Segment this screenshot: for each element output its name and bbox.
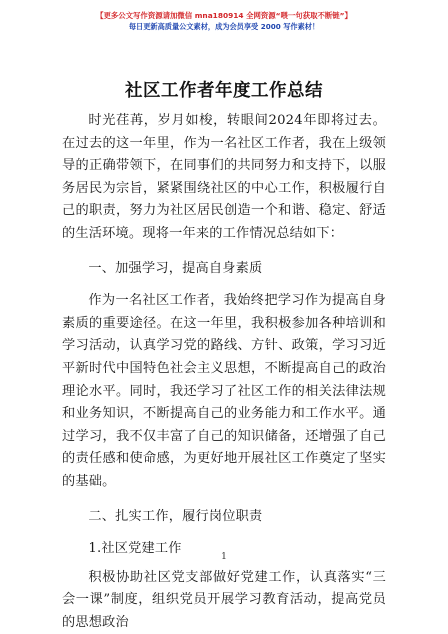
section-2-subheading-1: 1.社区党建工作 — [88, 541, 182, 557]
intro-paragraph: 时光荏苒，岁月如梭，转眼间2024年即将过去。在过去的这一年里，作为一名社区工作者，我在上级领导的正确带领下，在同事们的共同努力和支持下，以服务居民为宗旨，紧紧围绕社区的中心工作，积极履行自己的职责，努力为社区居民创造一个和谐、稳定、舒适的生活环境。现将一年来的工作情况总结如下： — [62, 113, 386, 241]
section-1-paragraph: 作为一名社区工作者，我始终把学习作为提高自身素质的重要途径。在这一年里，我积极参加各种培训和学习活动，认真学习党的路线、方针、政策，学习习近平新时代中国特色社会主义思想，不断提高自己的政治理论水平。同时，我还学习了社区工作的相关法律法规和业务知识，不断提高自己的业务能力和工作水平。通过学习，我不仅丰富了自己的知识储备，还增强了自己的责任感和使命感，为更好地开展社区工作奠定了坚实的基础。 — [62, 293, 386, 489]
section-2-sub-1-paragraph: 积极协助社区党支部做好党建工作，认真落实“三会一课”制度，组织党员开展学习教育活动，提高党员的思想政治 — [62, 569, 386, 630]
promo-banner-line-2: 每日更新高质量公文素材，成为会员享受 2000 写作素材！ — [128, 22, 320, 31]
section-2-heading: 二、扎实工作，履行岗位职责 — [88, 508, 263, 524]
promo-banner-line-1: 【更多公文写作资源请加微信 mna180914 全网资源“喂一句获取不断链”】 — [96, 11, 352, 20]
section-1-heading: 一、加强学习，提高自身素质 — [88, 260, 263, 276]
promo-banner — [0, 10, 448, 32]
page-number: 1 — [221, 552, 227, 562]
document-title: 社区工作者年度工作总结 — [125, 81, 323, 101]
